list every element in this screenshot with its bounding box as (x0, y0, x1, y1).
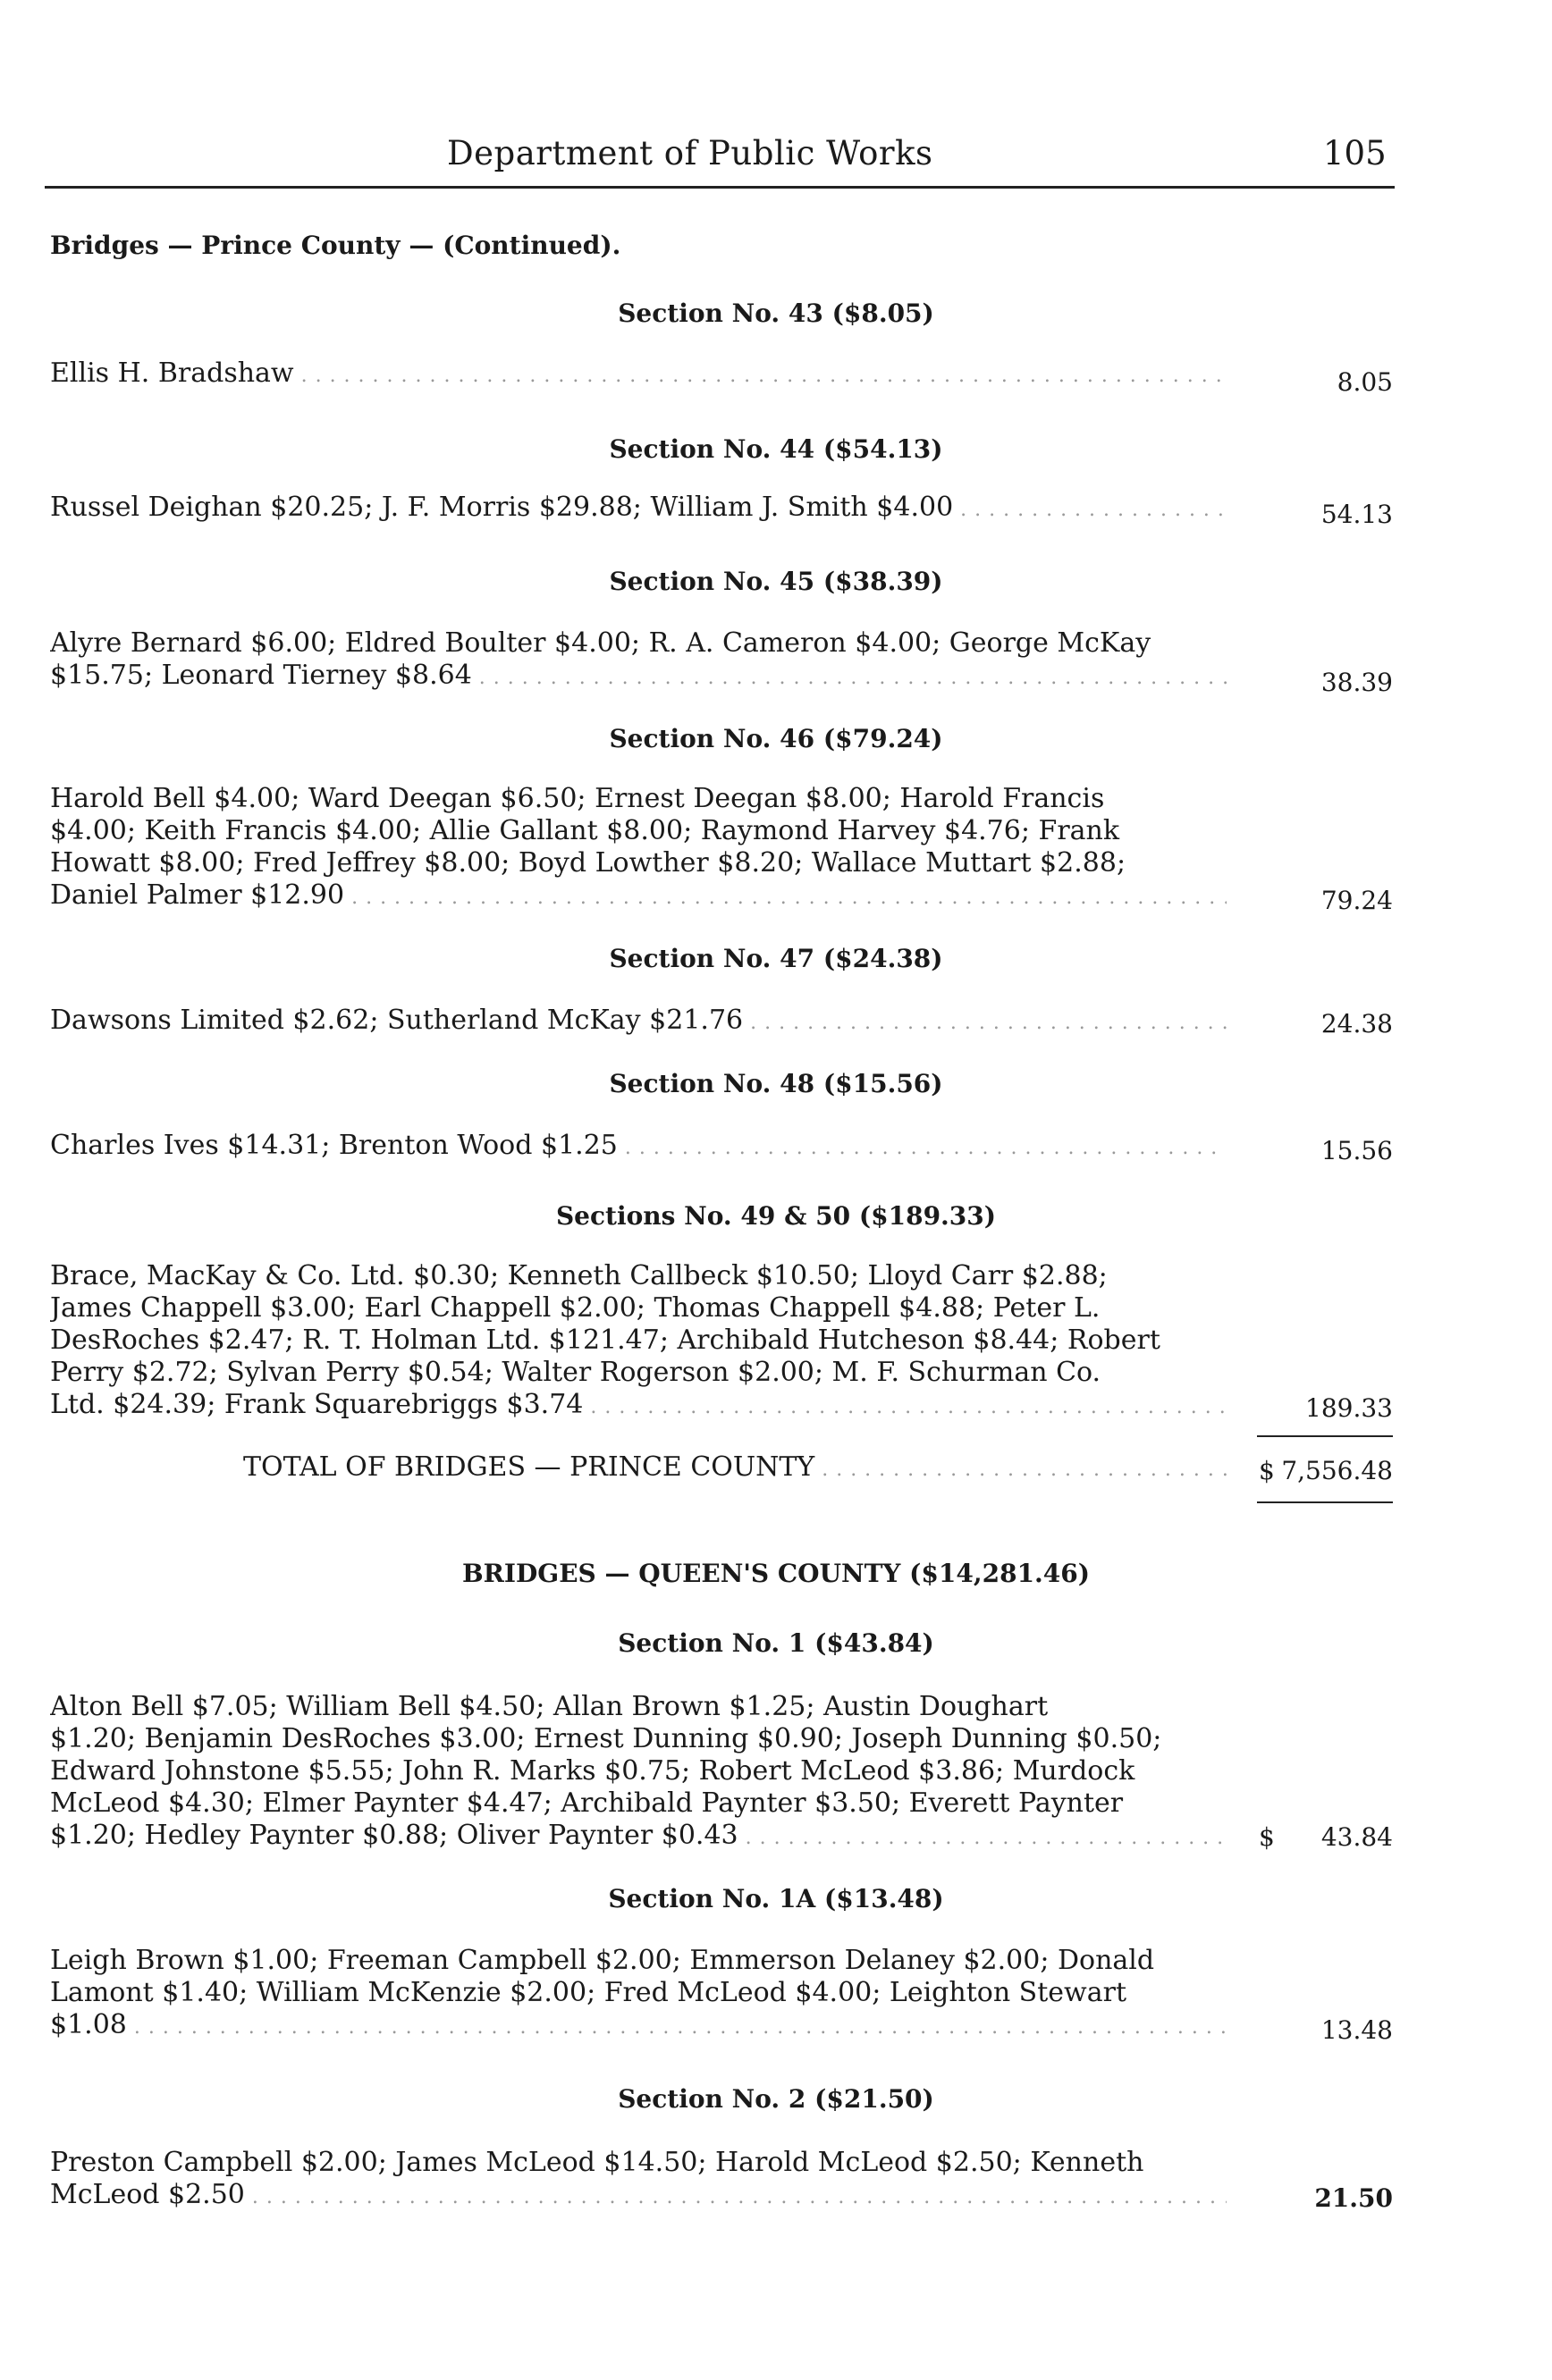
subtotal-rule (1257, 1435, 1393, 1437)
section-entry-line: Ltd. $24.39; Frank Squarebriggs $3.74 . . . (50, 1389, 1227, 1421)
section-entry-line: Charles Ives $14.31; Brenton Wood $1.25 . . . (50, 1130, 1227, 1162)
section-amount: 54.13 (1320, 500, 1393, 529)
section-entry-line: DesRoches $2.47; R. T. Holman Ltd. $121.47; Archibald Hutcheson $8.44; Robert (50, 1325, 1160, 1356)
section-heading: Section No. 45 ($38.39) (609, 567, 943, 596)
section-amount: 38.39 (1320, 668, 1393, 697)
section-dollar-sign: $ (1259, 1822, 1275, 1852)
section-heading: Section No. 2 ($21.50) (618, 2084, 934, 2114)
section-heading: Section No. 46 ($79.24) (609, 724, 943, 753)
section-entry-line: Perry $2.72; Sylvan Perry $0.54; Walter Rogerson $2.00; M. F. Schurman Co. (50, 1357, 1101, 1388)
section-entry-line: $4.00; Keith Francis $4.00; Allie Gallant $8.00; Raymond Harvey $4.76; Frank (50, 815, 1120, 846)
total-rule (1257, 1501, 1393, 1503)
section-amount: 8.05 (1337, 367, 1393, 397)
page-number: 105 (1323, 134, 1387, 172)
section-entry-line: Alyre Bernard $6.00; Eldred Boulter $4.00; R. A. Cameron $4.00; George McKay (50, 627, 1151, 659)
total-label: TOTAL OF BRIDGES — PRINCE COUNTY . . . (243, 1451, 1227, 1484)
section-amount: 189.33 (1305, 1393, 1393, 1423)
header-rule (45, 186, 1395, 189)
section-heading: Section No. 1A ($13.48) (608, 1884, 944, 1913)
section-entry-line: Daniel Palmer $12.90 . . . (50, 879, 1227, 912)
section-entry-line: McLeod $2.50 . . . (50, 2179, 1227, 2211)
section-heading: Section No. 43 ($8.05) (618, 299, 934, 328)
section-amount: 43.84 (1320, 1822, 1393, 1852)
page-header-title: Department of Public Works (447, 134, 933, 172)
section-entry-line: Leigh Brown $1.00; Freeman Campbell $2.00; Emmerson Delaney $2.00; Donald (50, 1945, 1155, 1976)
section-heading: Section No. 48 ($15.56) (609, 1069, 943, 1098)
section-entry-line: $15.75; Leonard Tierney $8.64 . . . (50, 660, 1227, 692)
section-entry-line: Edward Johnstone $5.55; John R. Marks $0.75; Robert McLeod $3.86; Murdock (50, 1755, 1135, 1787)
total-dollar-sign: $ (1259, 1456, 1275, 1485)
section-entry-line: Harold Bell $4.00; Ward Deegan $6.50; Ernest Deegan $8.00; Harold Francis (50, 783, 1105, 814)
continued-heading: Bridges — Prince County — (Continued). (50, 231, 621, 260)
section-amount: 15.56 (1320, 1136, 1393, 1165)
section-entry-line: Brace, MacKay & Co. Ltd. $0.30; Kenneth Callbeck $10.50; Lloyd Carr $2.88; (50, 1260, 1108, 1291)
section-entry-line: Alton Bell $7.05; William Bell $4.50; Allan Brown $1.25; Austin Doughart (50, 1691, 1049, 1722)
section-amount: 79.24 (1320, 886, 1393, 915)
section-entry-line: Ellis H. Bradshaw . . . (50, 357, 1227, 390)
section-entry-line: Howatt $8.00; Fred Jeffrey $8.00; Boyd Lowther $8.20; Wallace Muttart $2.88; (50, 847, 1126, 879)
section-heading: Section No. 1 ($43.84) (618, 1628, 934, 1658)
section-entry-line: Preston Campbell $2.00; James McLeod $14.50; Harold McLeod $2.50; Kenneth (50, 2147, 1144, 2178)
queens-county-heading: BRIDGES — QUEEN'S COUNTY ($14,281.46) (461, 1559, 1091, 1588)
section-amount: 21.50 (1314, 2183, 1393, 2213)
section-heading: Sections No. 49 & 50 ($189.33) (555, 1201, 997, 1231)
section-entry-line: Dawsons Limited $2.62; Sutherland McKay $21.76 . . . (50, 1005, 1227, 1037)
section-heading: Section No. 47 ($24.38) (609, 944, 943, 973)
section-amount: 24.38 (1320, 1009, 1393, 1039)
section-entry-line: Lamont $1.40; William McKenzie $2.00; Fred McLeod $4.00; Leighton Stewart (50, 1977, 1126, 2008)
section-heading: Section No. 44 ($54.13) (609, 434, 943, 464)
section-entry-line: McLeod $4.30; Elmer Paynter $4.47; Archibald Paynter $3.50; Everett Paynter (50, 1787, 1124, 1819)
section-amount: 13.48 (1320, 2015, 1393, 2045)
section-entry-line: James Chappell $3.00; Earl Chappell $2.00; Thomas Chappell $4.88; Peter L. (50, 1292, 1101, 1324)
section-entry-line: $1.08 . . . (50, 2009, 1227, 2041)
section-entry-line: $1.20; Hedley Paynter $0.88; Oliver Paynter $0.43 . . . (50, 1820, 1227, 1852)
section-entry-line: Russel Deighan $20.25; J. F. Morris $29.88; William J. Smith $4.00 . . . (50, 492, 1227, 524)
section-entry-line: $1.20; Benjamin DesRoches $3.00; Ernest Dunning $0.90; Joseph Dunning $0.50; (50, 1723, 1162, 1754)
total-amount: 7,556.48 (1281, 1456, 1393, 1485)
